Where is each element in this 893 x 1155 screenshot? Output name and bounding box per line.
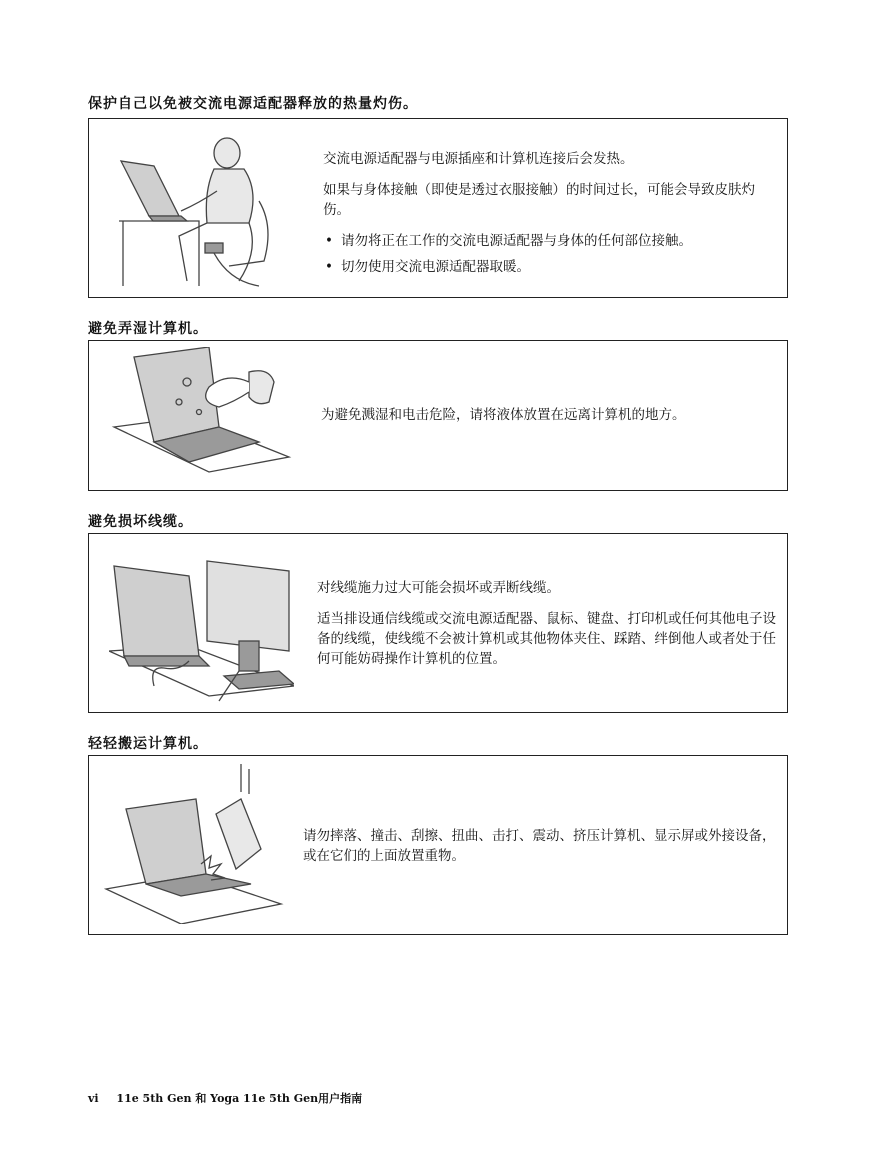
bullet-icon: • bbox=[325, 259, 333, 275]
keep-dry-text bbox=[321, 405, 771, 436]
list-item bbox=[323, 257, 763, 277]
warning-box-keep-dry bbox=[88, 340, 788, 491]
cables-computer-illustration bbox=[109, 556, 294, 706]
person-laptop-adapter-illustration bbox=[109, 131, 294, 291]
falling-object-laptop-illustration bbox=[101, 764, 286, 924]
bullet-icon: • bbox=[325, 233, 333, 249]
paragraph: 如果与身体接触（即使是透过衣服接触）的时间过长，可能会导致皮肤灼伤。 bbox=[323, 182, 755, 218]
liquid-spill-laptop-illustration bbox=[109, 347, 294, 485]
section-heading-handle-gently: 轻轻搬运计算机。 bbox=[88, 736, 208, 752]
warning-box-adapter-heat bbox=[88, 118, 788, 298]
list-item-text: 请勿将正在工作的交流电源适配器与身体的任何部位接触。 bbox=[341, 233, 692, 249]
cables-text bbox=[317, 578, 787, 680]
document-title: 11e 5th Gen 和 Yoga 11e 5th Gen用户指南 bbox=[116, 1092, 363, 1105]
paragraph: 为避免溅湿和电击危险，请将液体放置在远离计算机的地方。 bbox=[321, 407, 686, 423]
page-number: vi bbox=[88, 1092, 99, 1105]
warning-box-cables bbox=[88, 533, 788, 713]
warning-box-handle-gently bbox=[88, 755, 788, 935]
section-heading-cables: 避免损坏线缆。 bbox=[88, 514, 193, 530]
paragraph: 对线缆施力过大可能会损坏或弄断线缆。 bbox=[317, 580, 560, 596]
paragraph: 交流电源适配器与电源插座和计算机连接后会发热。 bbox=[323, 151, 634, 167]
section-heading-keep-dry: 避免弄湿计算机。 bbox=[88, 321, 208, 337]
paragraph: 请勿摔落、撞击、刮擦、扭曲、击打、震动、挤压计算机、显示屏或外接设备，或在它们的上面放置重物。 bbox=[303, 828, 776, 864]
bullet-list bbox=[323, 231, 763, 277]
paragraph: 适当排设通信线缆或交流电源适配器、鼠标、键盘、打印机或任何其他电子设备的线缆，使线缆不会被计算机或其他物体夹住、踩踏、绊倒他人或者处于任何可能妨碍操作计算机的位置。 bbox=[317, 611, 776, 667]
list-item-text: 切勿使用交流电源适配器取暖。 bbox=[341, 259, 530, 275]
handle-gently-text bbox=[303, 826, 783, 877]
list-item bbox=[323, 231, 763, 251]
section-heading-adapter-heat: 保护自己以免被交流电源适配器释放的热量灼伤。 bbox=[88, 96, 418, 112]
adapter-heat-text bbox=[323, 149, 763, 283]
page-footer bbox=[88, 1090, 362, 1106]
